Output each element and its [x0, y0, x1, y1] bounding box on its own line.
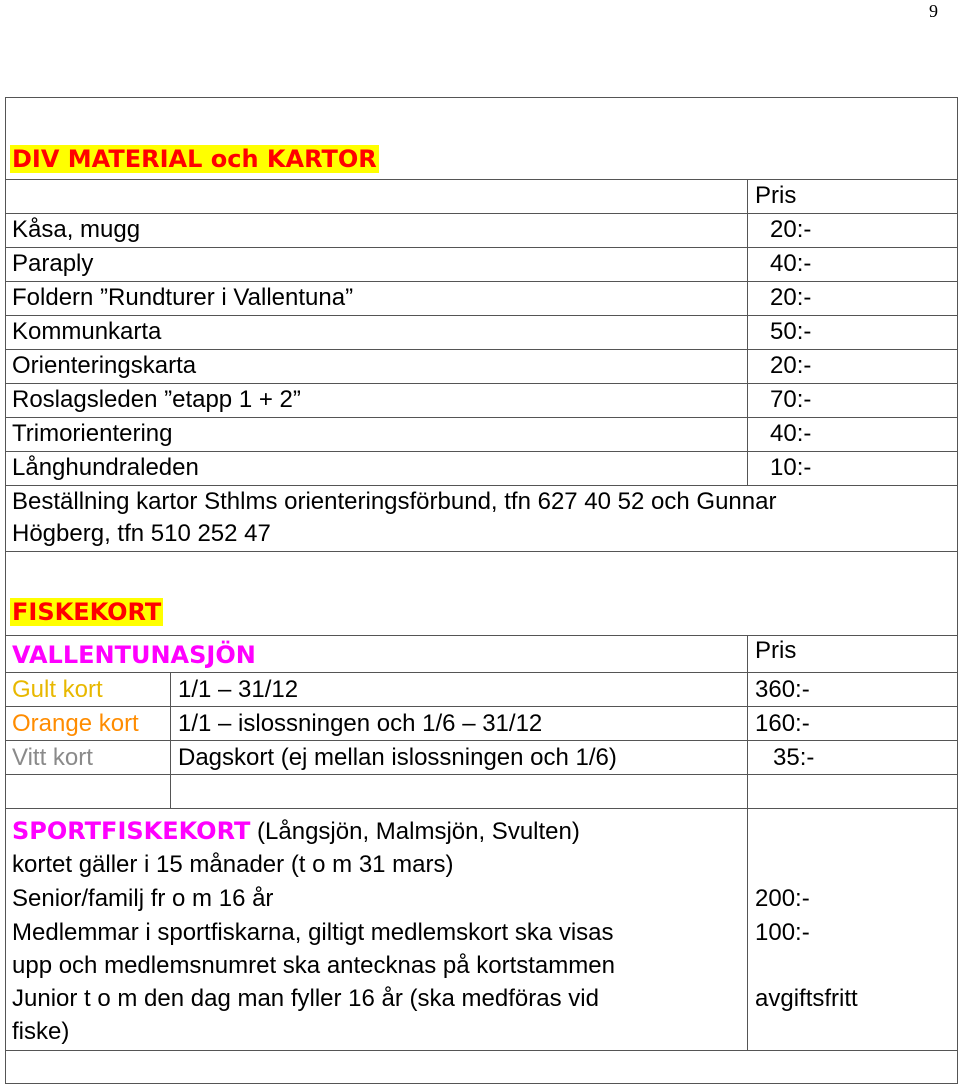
order-note-line: Beställning kartor Sthlms orienteringsförbund, tfn 627 40 52 och Gunnar [12, 488, 777, 515]
card-name-yellow: Gult kort [12, 676, 103, 703]
sportfiskekort-heading: SPORTFISKEKORT [12, 817, 251, 845]
card-price: 360:- [755, 676, 810, 703]
sportfiskekort-lakes: (Långsjön, Malmsjön, Svulten) [257, 818, 580, 845]
fiskekort-subheading: VALLENTUNASJÖN [12, 641, 256, 669]
material-item-price: 20:- [770, 216, 812, 243]
senior-label: Senior/familj fr o m 16 år [12, 885, 274, 912]
card-period: 1/1 – 31/12 [178, 676, 299, 703]
members-label: upp och medlemsnumret ska antecknas på kortstammen [12, 952, 615, 979]
junior-label: fiske) [12, 1018, 70, 1045]
page-number: 9 [929, 1, 938, 21]
card-period: 1/1 – islossningen och 1/6 – 31/12 [178, 710, 543, 737]
fiskekort-heading: FISKEKORT [12, 598, 162, 626]
material-item-name: Roslagsleden ”etapp 1 + 2” [12, 386, 301, 413]
card-price: 160:- [755, 710, 810, 737]
sportfiskekort-validity: kortet gäller i 15 månader (t o m 31 mars) [12, 851, 454, 878]
material-heading: DIV MATERIAL och KARTOR [12, 145, 377, 173]
material-item-name: Foldern ”Rundturer i Vallentuna” [12, 284, 354, 311]
material-item-name: Kommunkarta [12, 318, 162, 345]
fiskekort-price-header: Pris [755, 637, 797, 664]
material-item-name: Orienteringskarta [12, 352, 197, 379]
material-item-name: Trimorientering [12, 420, 173, 447]
material-item-price: 40:- [770, 420, 812, 447]
sportfiskekort-title-line [12, 816, 580, 847]
card-name-white: Vitt kort [12, 744, 93, 771]
material-item-price: 10:- [770, 454, 812, 481]
material-item-price: 70:- [770, 386, 812, 413]
material-item-name: Kåsa, mugg [12, 216, 141, 243]
senior-price: 200:- [755, 885, 810, 912]
material-item-price: 40:- [770, 250, 812, 277]
material-item-price: 50:- [770, 318, 812, 345]
order-note-line: Högberg, tfn 510 252 47 [12, 520, 271, 547]
card-name-orange: Orange kort [12, 710, 139, 737]
material-price-header: Pris [755, 182, 797, 209]
material-item-name: Långhundraleden [12, 454, 199, 481]
junior-label: Junior t o m den dag man fyller 16 år (ska medföras vid [12, 985, 599, 1012]
material-item-name: Paraply [12, 250, 94, 277]
members-label: Medlemmar i sportfiskarna, giltigt medlemskort ska visas [12, 919, 614, 946]
card-period: Dagskort (ej mellan islossningen och 1/6) [178, 744, 617, 771]
members-price: 100:- [755, 919, 810, 946]
material-item-price: 20:- [770, 352, 812, 379]
card-price: 35:- [773, 744, 815, 771]
junior-price: avgiftsfritt [755, 985, 858, 1012]
material-item-price: 20:- [770, 284, 812, 311]
